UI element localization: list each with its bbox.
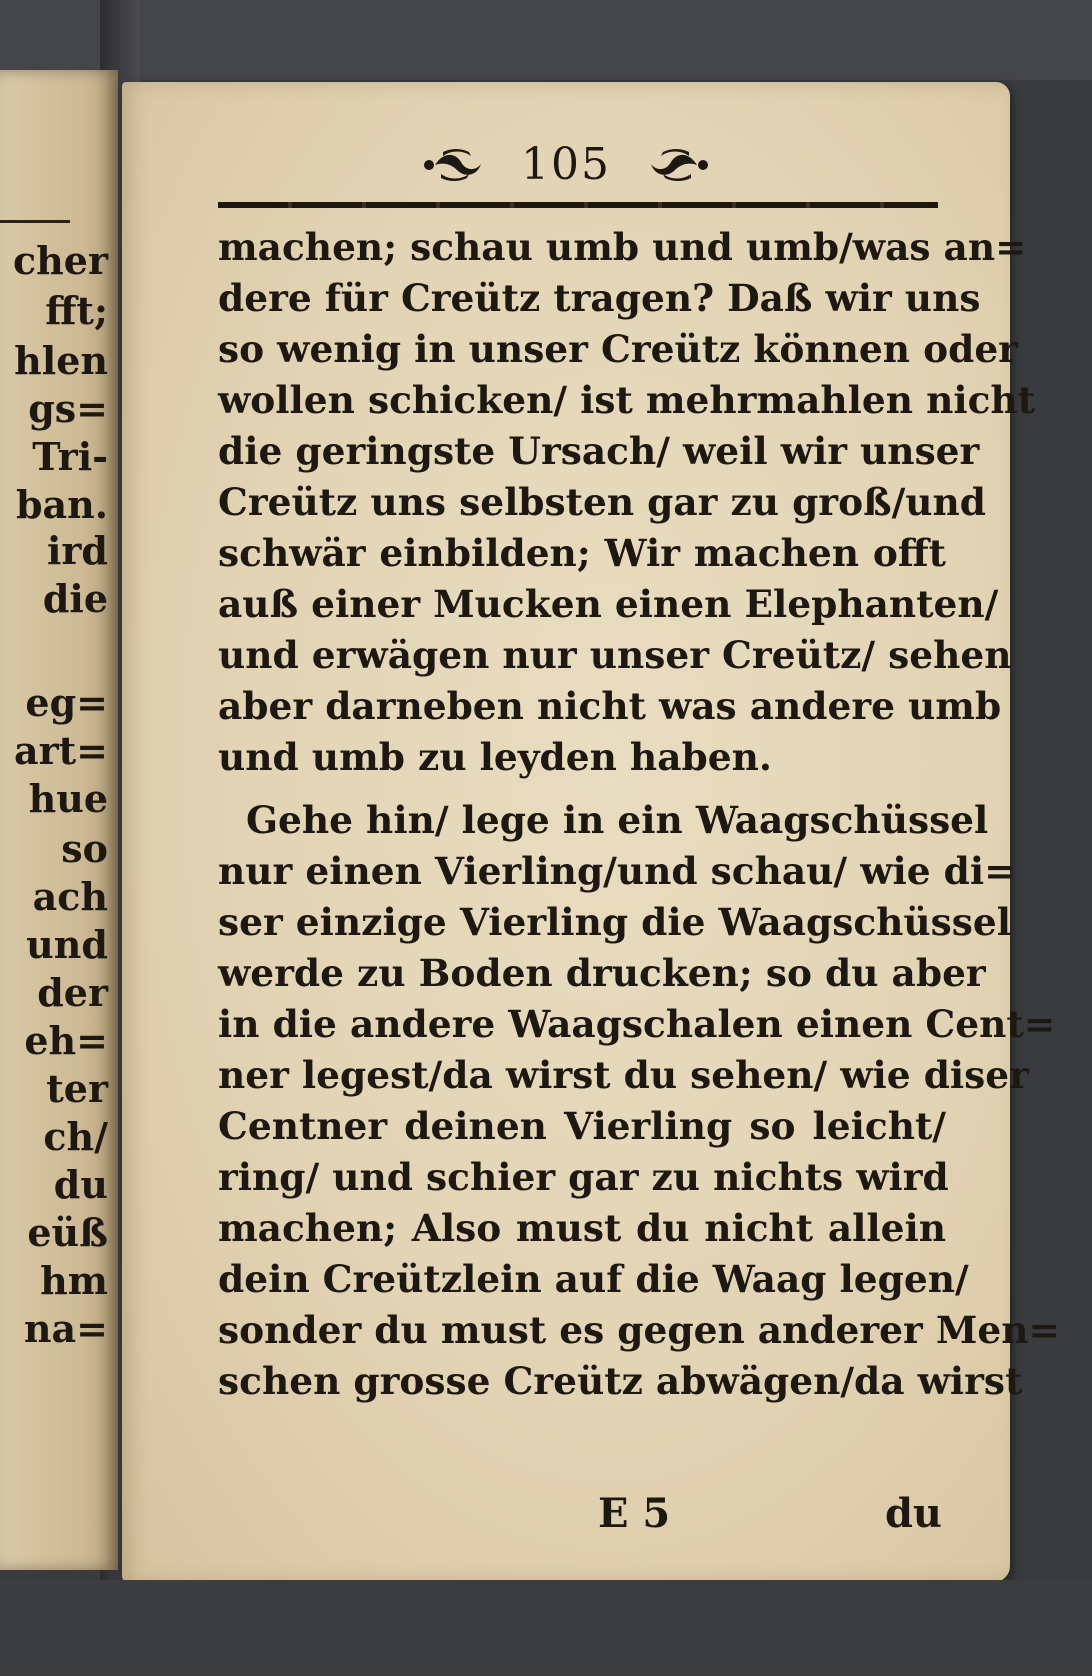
left-page-line: Tri- [32, 434, 108, 479]
left-page-line: na= [23, 1306, 108, 1351]
page-number: 105 [521, 138, 611, 190]
text-line: Centner deinen Vierling so leicht/ [218, 1104, 946, 1148]
left-page-line: hlen [14, 338, 108, 383]
text-line: dein Creützlein auf die Waag legen/ [218, 1257, 969, 1301]
left-page-line: fft; [45, 288, 108, 333]
left-page-line: so [61, 826, 108, 871]
left-page-line: ch/ [43, 1114, 108, 1159]
left-page-line: hue [28, 776, 108, 821]
text-line: so wenig in unser Creütz können oder [218, 327, 1018, 371]
text-line: Creütz uns selbsten gar zu groß/und [218, 480, 987, 524]
text-line: nur einen Vierling/und schau/ wie di= [218, 849, 1016, 893]
text-line: auß einer Mucken einen Elephanten/ [218, 582, 999, 626]
book-cover-edge [0, 0, 1092, 80]
left-facing-page [0, 70, 118, 1570]
left-page-line: ban. [15, 482, 108, 527]
catchword: du [884, 1490, 942, 1537]
text-line: Gehe hin/ lege in ein Waagschüssel [246, 798, 989, 842]
left-page-line: gs= [28, 386, 108, 431]
text-line: die geringste Ursach/ weil wir unser [218, 429, 980, 473]
left-page-line: und [26, 922, 108, 967]
left-page-line: ird [46, 528, 108, 573]
text-line: schwär einbilden; Wir machen offt [218, 531, 946, 575]
desk-background [0, 1580, 1092, 1676]
text-line: werde zu Boden drucken; so du aber [218, 951, 986, 995]
text-line: dere für Creütz tragen? Daß wir uns [218, 276, 981, 320]
signature-mark: E 5 [598, 1490, 671, 1537]
text-line: machen; Also must du nicht allein [218, 1206, 946, 1250]
left-page-line: der [37, 970, 108, 1015]
text-line: und erwägen nur unser Creütz/ sehen [218, 633, 1012, 677]
left-page-line: cher [13, 238, 108, 283]
text-line: sonder du must es gegen anderer Men= [218, 1308, 1060, 1352]
text-line: aber darneben nicht was andere umb [218, 684, 1002, 728]
text-line: machen; schau umb und umb/was an= [218, 225, 1027, 269]
left-page-line: ach [32, 874, 108, 919]
page-header [122, 138, 1010, 190]
ornament-right-icon [647, 148, 711, 182]
ornament-left-icon [421, 148, 485, 182]
text-line: wollen schicken/ ist mehrmahlen nicht [218, 378, 1035, 422]
text-line: ner legest/da wirst du sehen/ wie diser [218, 1053, 1029, 1097]
header-rule [218, 202, 938, 208]
left-page-line: die [42, 576, 108, 621]
text-line: und umb zu leyden haben. [218, 735, 772, 779]
left-page-line: art= [13, 728, 108, 773]
left-page-line: eg= [25, 680, 108, 725]
right-page [122, 82, 1060, 1582]
left-page-header-rule [0, 220, 70, 223]
left-page-line: eh= [24, 1018, 108, 1063]
left-page-line: eüß [27, 1210, 108, 1255]
left-page-line: hm [40, 1258, 108, 1303]
body-text [218, 222, 1060, 1407]
text-line: ring/ und schier gar zu nichts wird [218, 1155, 949, 1199]
text-line: in die andere Waagschalen einen Cent= [218, 1002, 1056, 1046]
left-page-line: ter [46, 1066, 108, 1111]
paragraph-gap [218, 783, 946, 795]
left-page-line: du [53, 1162, 108, 1207]
text-line: schen grosse Creütz abwägen/da wirst [218, 1359, 1023, 1403]
text-line: ser einzige Vierling die Waagschüssel [218, 900, 1012, 944]
